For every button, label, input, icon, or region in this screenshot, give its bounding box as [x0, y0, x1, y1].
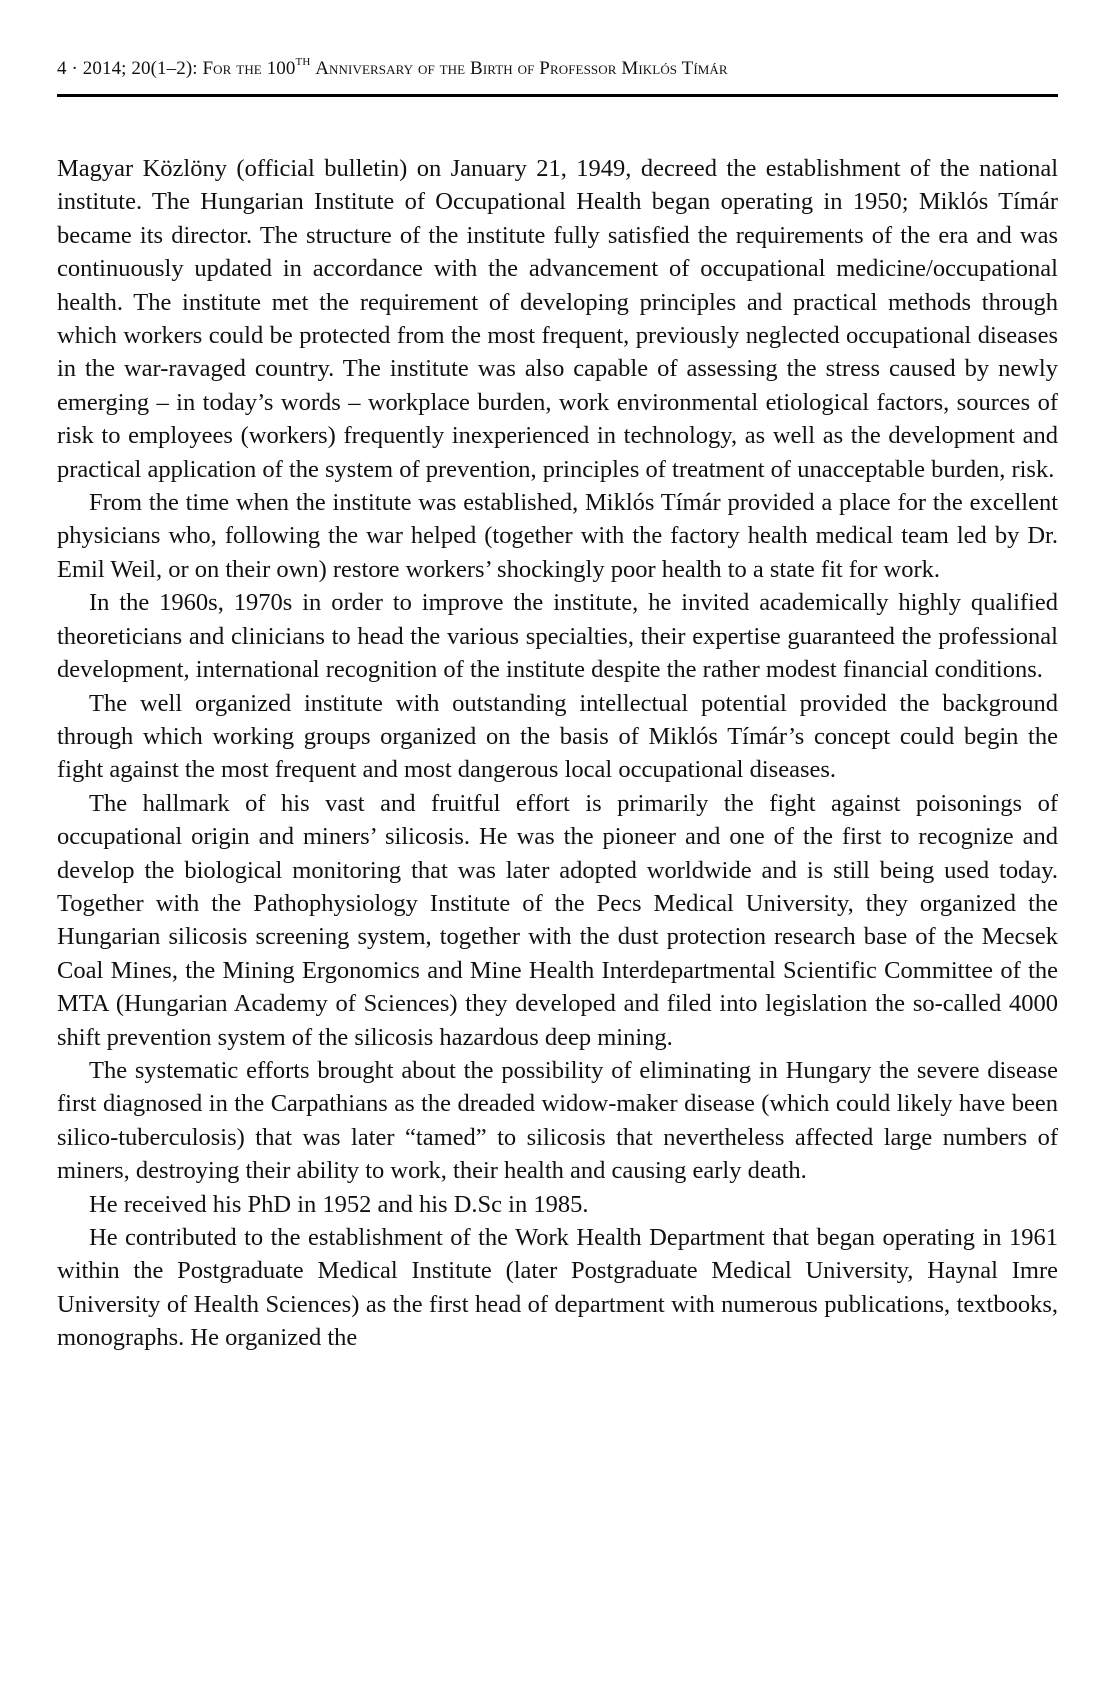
paragraph: The well organized institute with outstanding intellectual potential provided the background through which working groups organized on the basis of Miklós Tímár’s concept could begin the fight against the most frequent and most dangerous local occupational diseases. [57, 689, 1058, 784]
header-title-part2: Anniversary of the Birth of Professor Miklós Tímár [315, 58, 728, 79]
paragraph: He contributed to the establishment of the Work Health Department that began operating in 1961 within the Postgraduate Medical Institute (later Postgraduate Medical University, Haynal Imre University of Health Sciences) as the first head of department with numerous publications, textbooks, monographs. He organized the [57, 1224, 1058, 1352]
journal-citation: 2014; 20(1–2): [82, 58, 198, 79]
running-header [57, 56, 1058, 82]
header-title-part1: For the 100 [202, 58, 296, 79]
paragraph: The hallmark of his vast and fruitful effort is primarily the fight against poisonings of occupational origin and miners’ silicosis. He was the pioneer and one of the first to recognize and develop the biological monitoring that was later adopted worldwide and is still being used today. Together with the Pathophysiology Institute of the Pecs Medical University, they organized the Hungarian silicosis screening system, together with the dust protection research base of the Mecsek Coal Mines, the Mining Ergonomics and Mine Health Interdepartmental Scientific Committee of the MTA (Hungarian Academy of Sciences) they developed and filed into legislation the so-called 4000 shift prevention system of the silicosis hazardous deep mining. [57, 789, 1058, 1051]
paragraph: He received his PhD in 1952 and his D.Sc in 1985. [89, 1190, 589, 1218]
paragraph: Magyar Közlöny (official bulletin) on January 21, 1949, decreed the establishment of the national institute. The Hungarian Institute of Occupational Health began operating in 1950; Miklós Tímár became its director. The structure of the institute fully satisfied the requirements of the era and was continuously updated in accordance with the advancement of occupational medicine/occupational health. The institute met the requirement of developing principles and practical methods through which workers could be protected from the most frequent, previously neglected occupational diseases in the war-ravaged country. The institute was also capable of assessing the stress caused by newly emerging – in today’s words – workplace burden, work environmental etiological factors, sources of risk to employees (workers) frequently inexperienced in technology, as well as the development and practical application of the system of prevention, principles of treatment of unacceptable burden, risk. [57, 155, 1058, 483]
header-title-superscript: TH [295, 56, 311, 68]
paragraph: The systematic efforts brought about the possibility of eliminating in Hungary the severe disease first diagnosed in the Carpathians as the dreaded widow-maker disease (which could likely have been silico-tuberculosis) that was later “tamed” to silicosis that nevertheless affected large numbers of miners, destroying their ability to work, their health and causing early death. [57, 1056, 1058, 1185]
article-body [57, 152, 1058, 1355]
paragraph: From the time when the institute was established, Miklós Tímár provided a place for the excellent physicians who, following the war helped (together with the factory health medical team led by Dr. Emil Weil, or on their own) restore workers’ shockingly poor health to a state fit for work. [57, 489, 1058, 583]
paragraph: In the 1960s, 1970s in order to improve the institute, he invited academically highly qualified theoreticians and clinicians to head the various specialties, their expertise guaranteed the professional development, international recognition of the institute despite the rather modest financial conditions. [57, 589, 1058, 684]
header-rule [57, 94, 1058, 97]
page-number: 4 [57, 58, 67, 79]
header-separator: · [71, 58, 78, 79]
